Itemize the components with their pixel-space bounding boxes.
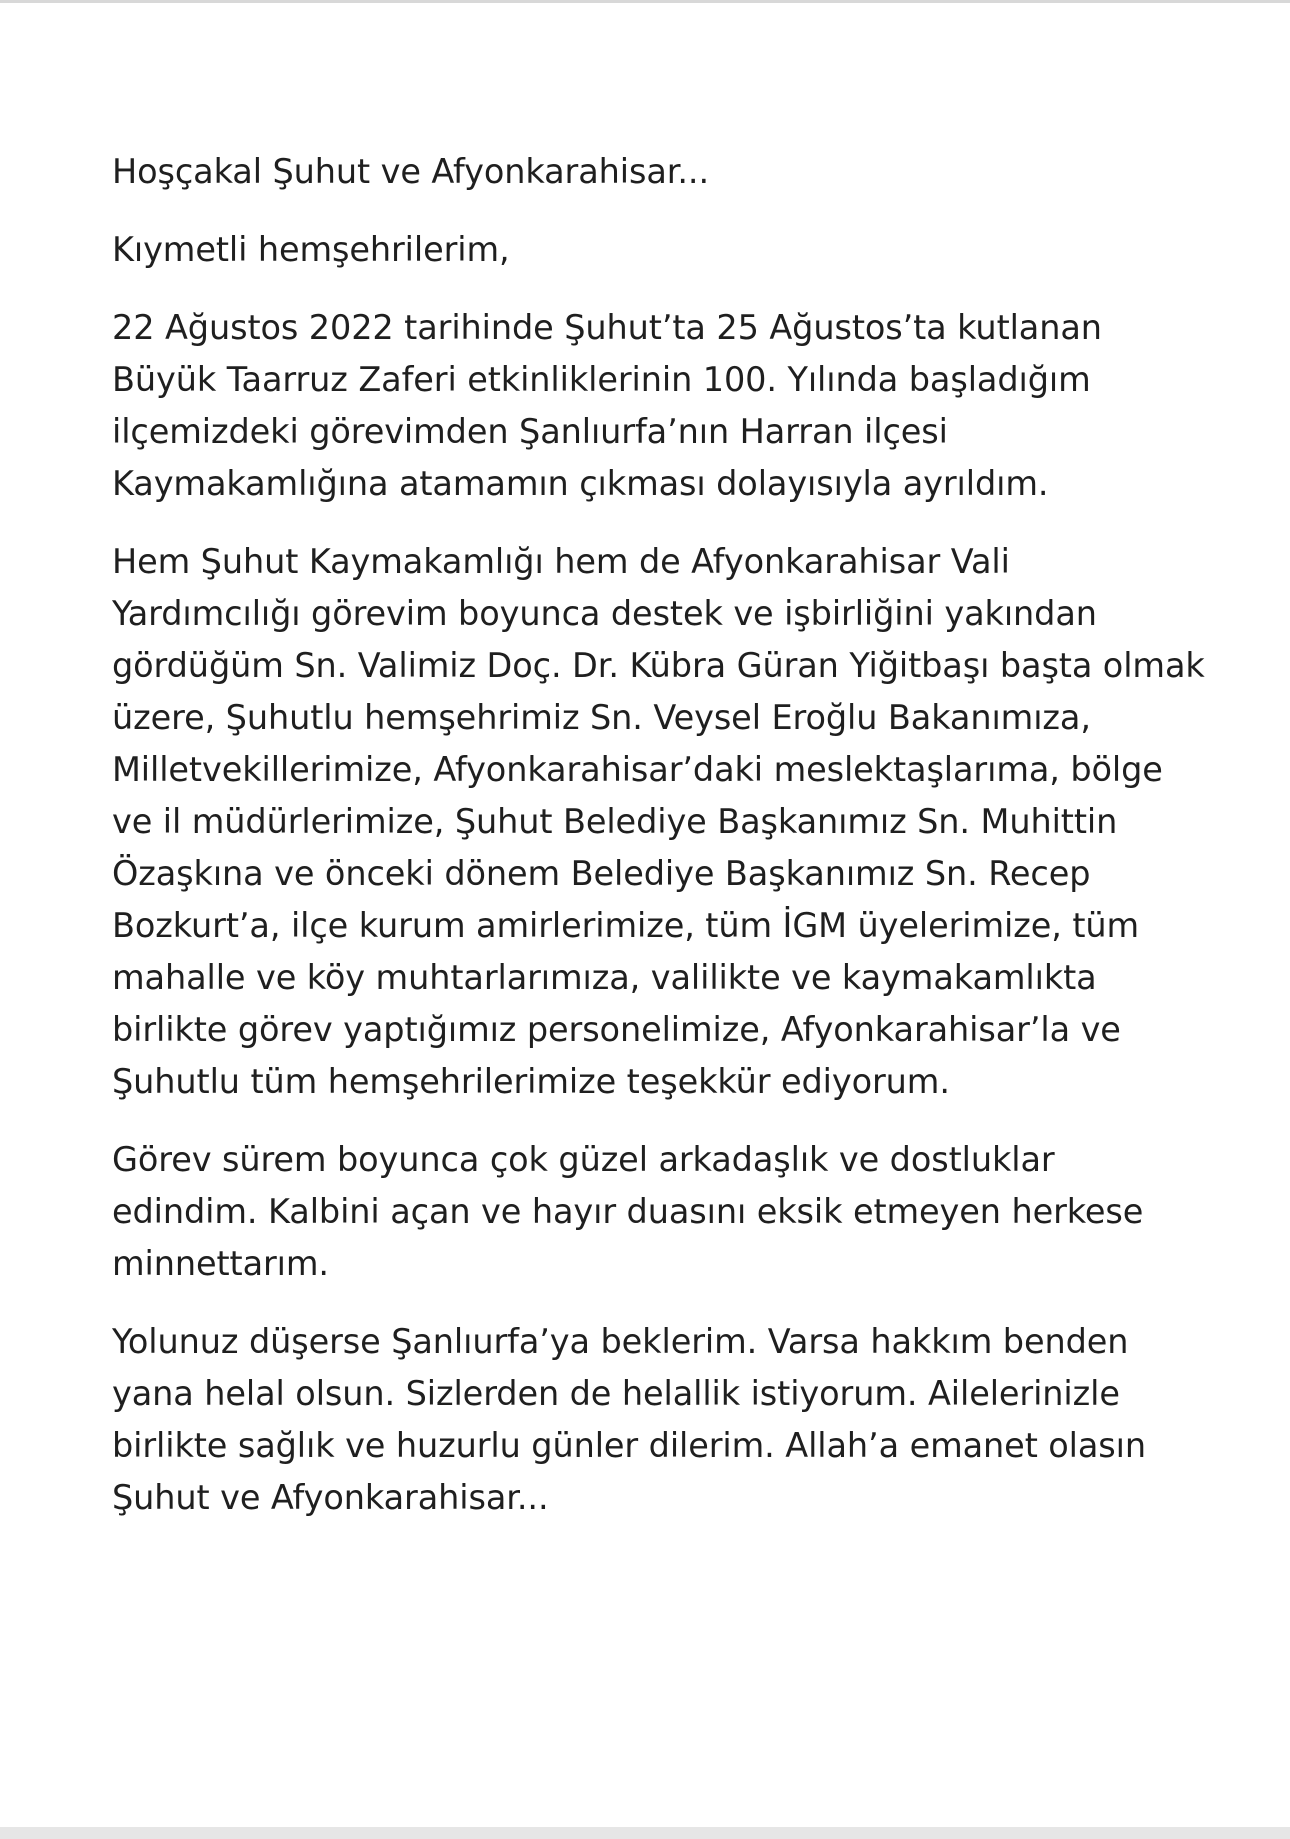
text-line: Hoşçakal Şuhut ve Afyonkarahisar...: [112, 152, 709, 191]
letter-body: [112, 146, 1237, 1524]
bottom-edge: [0, 1827, 1290, 1839]
letter-heading: [112, 146, 1237, 198]
text-line: 22 Ağustos 2022 tarihinde Şuhut’ta 25 Ağustos’ta kutlanan: [112, 308, 1102, 347]
top-edge: [0, 0, 1290, 3]
text-line: Milletvekillerimize, Afyonkarahisar’daki meslektaşlarıma, bölge: [112, 750, 1163, 789]
text-line: edindim. Kalbini açan ve hayır duasını eksik etmeyen herkese: [112, 1192, 1144, 1231]
text-line: gördüğüm Sn. Valimiz Doç. Dr. Kübra Güran Yiğitbaşı başta olmak: [112, 646, 1205, 685]
text-line: Yardımcılığı görevim boyunca destek ve işbirliğini yakından: [112, 594, 1097, 633]
text-line: Yolunuz düşerse Şanlıurfa’ya beklerim. Varsa hakkım benden: [112, 1322, 1129, 1361]
paragraph-thanks: [112, 536, 1237, 1108]
greeting: [112, 224, 1237, 276]
text-line: ilçemizdeki görevimden Şanlıurfa’nın Harran ilçesi: [112, 412, 948, 451]
text-line: birlikte sağlık ve huzurlu günler dilerim. Allah’a emanet olasın: [112, 1426, 1146, 1465]
text-line: ve il müdürlerimize, Şuhut Belediye Başkanımız Sn. Muhittin: [112, 802, 1118, 841]
text-line: Hem Şuhut Kaymakamlığı hem de Afyonkarahisar Vali: [112, 542, 1010, 581]
text-line: Büyük Taarruz Zaferi etkinliklerinin 100. Yılında başladığım: [112, 360, 1091, 399]
text-line: birlikte görev yaptığımız personelimize, Afyonkarahisar’la ve: [112, 1010, 1121, 1049]
text-line: Şuhut ve Afyonkarahisar...: [112, 1478, 549, 1517]
text-line: Kıymetli hemşehrilerim,: [112, 230, 510, 269]
text-line: Şuhutlu tüm hemşehrilerimize teşekkür ediyorum.: [112, 1062, 950, 1101]
text-line: minnettarım.: [112, 1244, 329, 1283]
text-line: mahalle ve köy muhtarlarımıza, valilikte ve kaymakamlıkta: [112, 958, 1097, 997]
paragraph-farewell: [112, 1316, 1237, 1524]
paragraph-assignment: [112, 302, 1237, 510]
text-line: Görev sürem boyunca çok güzel arkadaşlık ve dostluklar: [112, 1140, 1055, 1179]
paragraph-friendship: [112, 1134, 1237, 1290]
text-line: yana helal olsun. Sizlerden de helallik istiyorum. Ailelerinizle: [112, 1374, 1120, 1413]
text-line: üzere, Şuhutlu hemşehrimiz Sn. Veysel Eroğlu Bakanımıza,: [112, 698, 1091, 737]
text-line: Özaşkına ve önceki dönem Belediye Başkanımız Sn. Recep: [112, 854, 1091, 893]
text-line: Bozkurt’a, ilçe kurum amirlerimize, tüm İGM üyelerimize, tüm: [112, 906, 1140, 945]
text-line: Kaymakamlığına atamamın çıkması dolayısıyla ayrıldım.: [112, 464, 1049, 503]
